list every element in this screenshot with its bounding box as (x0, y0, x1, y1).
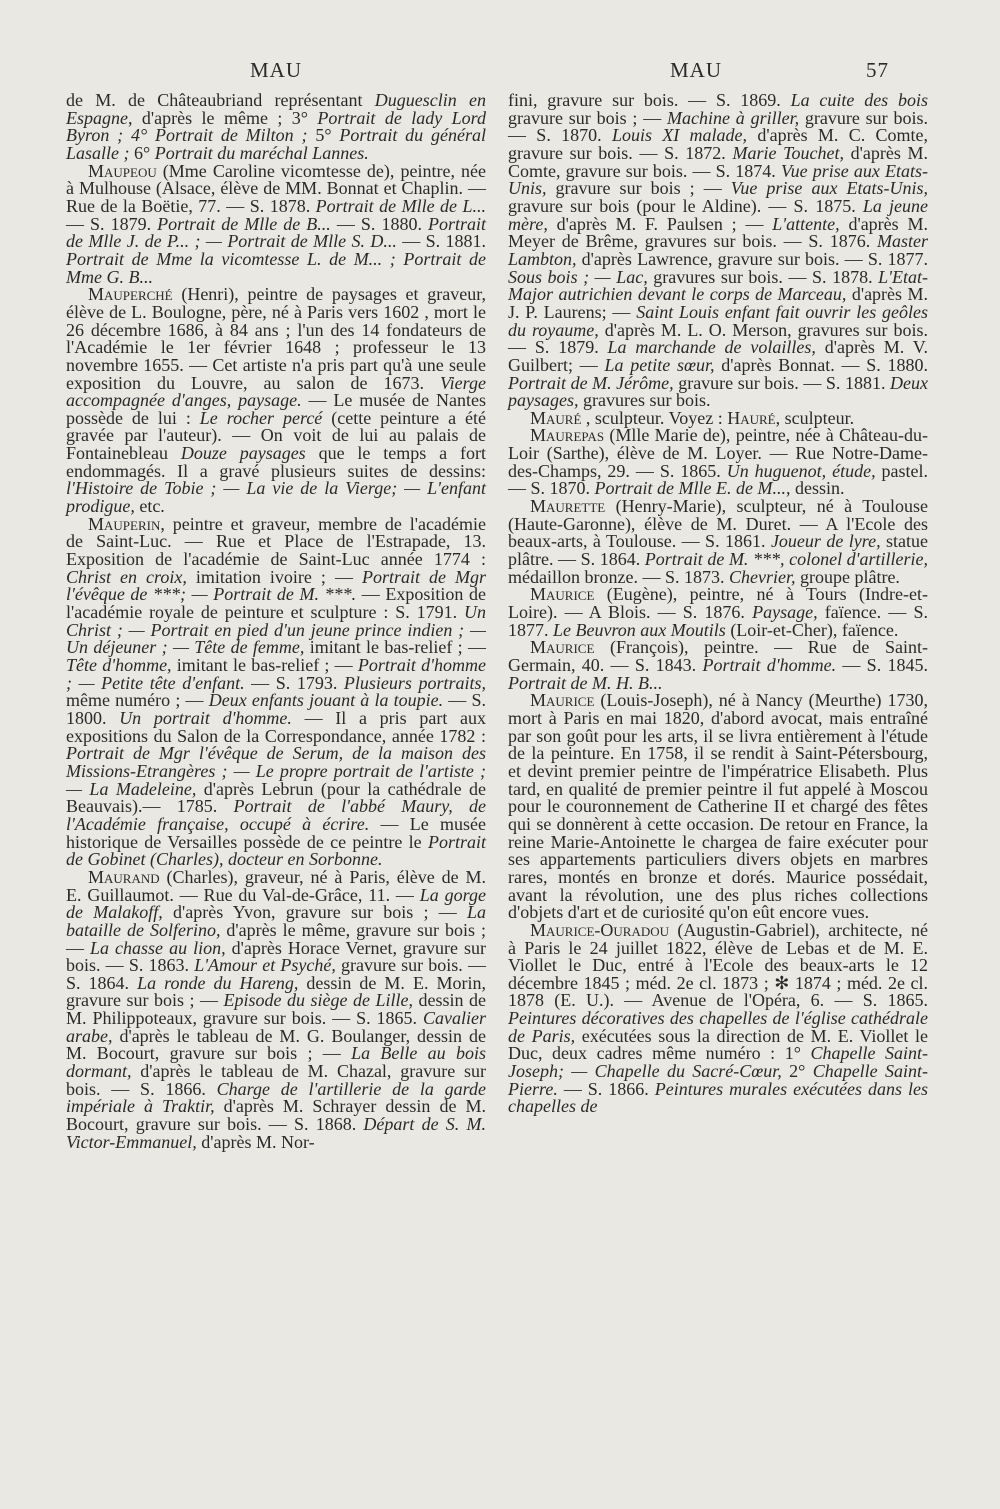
work-title: Deux paysages, (508, 372, 929, 411)
entry-text: — S. 1845. (836, 655, 928, 675)
entry-text: de M. de Châteaubriand représentant (66, 90, 375, 110)
entry-text: dessin. (790, 478, 845, 499)
entry-text: 5° (307, 125, 340, 146)
artist-name: Mauré (530, 407, 582, 428)
entry-text: d'après M. Nor- (196, 1131, 315, 1152)
work-title: Machine à griller, (667, 107, 800, 128)
entry-text: d'après M. V. Guilbert; — (508, 337, 928, 375)
entry-text: , peintre et graveur, membre de l'académie de Saint-Luc. — Rue et Place de l'Estrapade, 13. Exposition de l'académie de Saint-Luc année 1774 : (66, 513, 486, 570)
entry-text: — S. 1881. (396, 231, 487, 252)
entry-text: , sculpteur. (775, 407, 855, 428)
dictionary-entry (508, 427, 928, 498)
entry-text: — S. 1880. (330, 213, 428, 234)
entry-text: 2° (781, 1061, 813, 1082)
work-title: La Belle au bois dormant, (66, 1043, 486, 1082)
entry-text: — Exposition de l'académie royale de peinture et sculpture : S. 1791. (66, 584, 486, 623)
dictionary-entry (66, 286, 486, 516)
entry-text: — S. 1800. (66, 690, 487, 728)
work-title: Portrait de M. ***, colonel d'artillerie, (644, 549, 928, 570)
entry-text: gravure sur bois ; — (546, 178, 731, 199)
work-title: La gorge de Malakoff, (66, 884, 486, 923)
work-title: Vierge accompagnée d'anges, paysage. (66, 372, 486, 411)
work-title: Portrait du général Lasalle ; (66, 125, 486, 163)
work-title: La marchande de volailles, (607, 337, 816, 358)
work-title: Duguesclin en Espagne (66, 90, 486, 128)
entry-text: (Henri), peintre de paysages et graveur, élève de L. Boulogne, père, né à Paris vers 1602 , mort le 26 décembre 1686, à 84 ans ; l'un des 14 fondateurs de l'Académie le 1er février 1648 ; professeur le 13 novembre 1655. — Cet artiste n'a pris part qu'à une seule exposition du Louvre, au salon de 1673. (66, 284, 486, 393)
entry-text: — Il a pris part aux expositions du Salon de la Correspondance, année 1782 : (66, 707, 486, 746)
work-title: Tête d'homme, (66, 655, 172, 675)
entry-text: , d'après le même ; 3° (128, 107, 318, 128)
artist-name: Hauré (727, 407, 776, 428)
work-title: La petite sœur, (604, 354, 715, 375)
dictionary-entry (508, 639, 928, 692)
work-title: Portrait de l'abbé Maury, de l'Académie française, occupé à écrire. (66, 796, 486, 834)
work-title: Portrait de Mlle de B... (157, 213, 331, 234)
entry-text: exécutées sous la direction de M. E. Viollet le Duc, deux cadres même numéro : 1° (508, 1025, 929, 1064)
entry-text: d'après le tableau de M. G. Boulanger, dessin de M. Bocourt, gravure sur bois ; — (66, 1025, 486, 1064)
work-title: Un portrait d'homme. (119, 707, 292, 728)
work-title: L'Etat-Major autrichien devant le corps de Marceau, (508, 266, 928, 305)
entry-text: d'après le même, gravure sur bois ; — (66, 919, 486, 958)
entry-text: médaillon bronze. — S. 1873. (508, 566, 729, 587)
artist-name: Maurice (530, 584, 595, 605)
entry-text: etc. (134, 496, 165, 517)
work-title: Sous bois ; — Lac, (508, 266, 648, 287)
work-title: Chevrier, (728, 566, 796, 587)
entry-text: (Mlle Marie de), peintre, née à Château-du-Loir (Sarthe), élève de M. Loyer. — Rue Notre-Dame-des-Champs, 29. — S. 1865. (508, 425, 928, 481)
entry-text: gravure sur bois ; — (508, 107, 667, 128)
artist-name: Maurand (88, 866, 160, 887)
work-title: Portrait de M. Jérôme, (508, 372, 674, 393)
entry-text: (Augustin-Gabriel), architecte, né à Paris le 24 juillet 1822, élève de Lebas et de M. E. Viollet le Duc, entré à l'Ecole des beaux-arts le 12 décembre 1845 ; méd. 2e cl. 1873 ; ✻ 1874 ; méd. 2e cl. 1878 (E. U.). — Avenue de l'Opéra, 6. — S. 1865. (508, 919, 928, 1011)
work-title: Portrait de Mme la vicomtesse L. de M... ; Portrait de Mme G. B... (66, 248, 486, 287)
work-title: Joueur de lyre, (770, 531, 881, 552)
entry-text: — S. 1879. (66, 213, 158, 234)
entry-text: gravure sur bois. — S. 1881. (673, 372, 891, 393)
entry-text: (Henry-Marie), sculpteur, né à Toulouse (Haute-Garonne), élève de M. Duret. — A l'Ecole des beaux-arts, à Toulouse. — S. 1861. (508, 496, 928, 552)
dictionary-entry (66, 513, 487, 870)
work-title: L'attente, (772, 213, 840, 234)
entry-text: , sculpteur. Voyez : (581, 407, 728, 428)
entry-text: d'après le tableau de M. Chazal, gravure sur bois. — S. 1866. (66, 1061, 486, 1099)
dictionary-entry (66, 160, 487, 287)
work-title: Portrait d'homme ; — Petite tête d'enfant. (66, 655, 486, 693)
work-title: Un Christ ; — Portrait en pied d'un jeune prince indien ; — Un déjeuner ; — Tête de femme, (66, 602, 486, 658)
entry-text: d'après M. Comte, gravure sur bois. — S. 1874. (508, 142, 929, 181)
entry-text: — Le musée historique de Versailles possède de ce peintre le (66, 813, 487, 852)
work-title: La bataille de Solferino, (66, 902, 486, 940)
entry-text: pastel. — S. 1870. (508, 460, 929, 499)
artist-name: Maurette (530, 496, 606, 517)
artist-name: Maurice (530, 637, 595, 658)
entry-text: — S. 1793. (244, 672, 344, 693)
entry-text: gravure sur bois (pour le Aldine). — S. 1875. (508, 195, 863, 216)
entry-text: d'après M. Schrayer dessin de M. Bocourt, gravure sur bois. — S. 1868. (66, 1096, 487, 1135)
entry-text: gravures sur bois. — S. 1878. (647, 266, 879, 287)
entry-text: d'après Horace Vernet, gravure sur bois. — S. 1863. (66, 937, 486, 976)
entry-text: gravures sur bois. (578, 390, 711, 411)
work-title: l'Histoire de Tobie ; — La vie de la Vierge; — L'enfant prodigue, (66, 478, 486, 517)
artist-name: Mauperin (88, 513, 161, 534)
work-title: Chapelle Saint-Joseph; — Chapelle du Sacré-Cœur, (508, 1043, 929, 1082)
entry-text: imitant le bas-relief ; — (171, 655, 358, 675)
work-title: Le Beuvron aux Moutils (553, 619, 726, 640)
entry-text: d'après Bonnat. — S. 1880. (714, 354, 928, 375)
page-number: 57 (866, 58, 889, 82)
work-title: Master Lambton, (508, 231, 928, 269)
artist-name: Maurepas (530, 425, 605, 446)
work-title: Vue prise aux Etats-Unis, (508, 160, 928, 199)
work-title: Cavalier arabe, (66, 1008, 486, 1046)
artist-name: Maupeou (88, 160, 157, 181)
work-title: Le rocher percé (199, 407, 323, 428)
work-title: La chasse au lion, (90, 937, 226, 958)
entry-text: groupe plâtre. (795, 566, 900, 587)
running-header-left: MAU (250, 58, 303, 82)
artist-name: Mauperché (88, 284, 173, 305)
entry-text: imitant le bas-relief ; — (304, 637, 486, 658)
entry-text: statue plâtre. — S. 1864. (508, 531, 928, 570)
work-title: Deux enfants jouant à la toupie. (208, 690, 444, 711)
work-title: Portrait de Mlle de L... (315, 195, 486, 216)
work-title: La cuite des bois (790, 90, 928, 110)
work-title: Portrait de Mgr l'évêque de Serum, de la maison des Missions-Etrangères ; — Le propre portrait de l'artiste ; — La Madeleine, (66, 743, 486, 799)
dictionary-entry (508, 586, 928, 639)
entry-text: — Le musée de Nantes possède de lui : (66, 390, 486, 428)
work-title: Douze paysages (180, 443, 306, 464)
work-title: Portrait de Mlle E. de M..., (594, 478, 791, 499)
work-title: Paysage, (752, 602, 818, 623)
work-title: Portrait de Mlle J. de P... ; — Portrait de Mlle S. D... (66, 213, 487, 252)
entry-text: d'après Lebrun (pour la cathédrale de Beauvais).— 1785. (66, 778, 487, 817)
entry-text: d'après M. C. Comte, gravure sur bois. — S. 1872. (508, 125, 928, 163)
entry-text: (François), peintre. — Rue de Saint-Germain, 40. — S. 1843. (508, 637, 928, 675)
entry-text: (Louis-Joseph), né à Nancy (Meurthe) 1730, mort à Paris en mai 1820, d'abord avocat, mais entraîné par son goût pour les arts, il se livra entièrement à l'étude de la peinture. En 1758, il se rendit à Saint-Pétersbourg, et devint premier peintre de l'impératrice Elisabeth. Plus tard, en qualité de premier peintre il fut appelé à Moscou pour le couronnement de Catherine II et chargé des fêtes qui se donnèrent à cette occasion. De retour en France, la reine Marie-Antoinette le chargea de faire exécuter pour ses appartements particuliers divers objets en marbres rares, montés en bronze et dorés. Maurice possédait, avant la révolution, une des plus riches collections d'objets d'art et de curiosité qu'on eût encore vues. (508, 690, 928, 923)
work-title: Départ de S. M. Victor-Emmanuel, (66, 1114, 486, 1152)
entry-text: (Mme Caroline vicomtesse de), peintre, née à Mulhouse (Alsace, élève de MM. Bonnat et Chaplin. — Rue de la Boëtie, 77. — S. 1878. (66, 160, 486, 216)
entry-text: faïence. — S. 1877. (508, 602, 929, 640)
work-title: L'Amour et Psyché, (194, 955, 336, 976)
work-title: Portrait de Gobinet (Charles), docteur en Sorbonne. (66, 831, 486, 870)
work-title: Charge de l'artillerie de la garde impériale à Traktir, (66, 1078, 486, 1117)
entry-text: d'après M. J. P. Laurens; — (508, 284, 928, 322)
dictionary-entry (508, 498, 928, 586)
work-title: Portrait de lady Lord Byron ; 4° Portrait de Milton ; (66, 107, 486, 146)
left-column (66, 92, 486, 1151)
work-title: Vue prise aux Etats-Unis, (730, 178, 928, 199)
work-title: Un huguenot, étude, (726, 460, 876, 481)
entry-continuation (66, 92, 486, 163)
artist-name: Maurice (530, 690, 595, 711)
entry-text: gravure sur bois. — S. 1870. (508, 107, 928, 146)
entry-text: (Eugène), peintre, né à Tours (Indre-et-Loire). — A Blois. — S. 1876. (508, 584, 928, 623)
entry-text: d'après M. L. O. Merson, gravures sur bois. — S. 1879. (508, 319, 928, 358)
entry-text: d'après M. Meyer de Brême, gravures sur bois. — S. 1876. (508, 213, 928, 252)
entry-text: d'après M. F. Paulsen ; — (547, 213, 773, 234)
work-title: Portrait de Mgr l'évêque de ***; — Portrait de M. ***. (66, 566, 487, 605)
right-column (508, 92, 928, 1116)
work-title: Episode du siège de Lille, (223, 990, 413, 1011)
work-title: Chapelle Saint-Pierre. (508, 1061, 929, 1099)
entry-text: (Loir-et-Cher), faïence. (725, 619, 899, 640)
entry-text: gravure sur bois. — S. 1864. (66, 955, 486, 993)
work-title: Plusieurs portraits, (343, 672, 486, 693)
artist-name: Maurice-Ouradou (530, 919, 669, 940)
work-title: Peintures décoratives des chapelles de l'église cathédrale de Paris, (508, 1008, 928, 1046)
entry-text: que le temps a fort endommagés. Il a gravé plusieurs suites de dessins: (66, 443, 486, 481)
entry-text: même numéro ; — (66, 690, 209, 711)
work-title: Portrait de M. H. B... (508, 672, 663, 693)
work-title: Christ en croix, (66, 566, 187, 587)
entry-text: (cette peinture a été gravée par l'auteur). — On voit de lui au palais de Fontainebleau (66, 407, 487, 464)
work-title: Peintures murales exécutées dans les chapelles de (508, 1078, 928, 1117)
work-title: Portrait du maréchal Lannes. (154, 142, 369, 163)
entry-text: 6° (129, 142, 155, 163)
work-title: La ronde du Hareng, (137, 972, 299, 993)
entry-text: imitation ivoire ; — (186, 566, 362, 587)
dictionary-entry (508, 692, 928, 922)
entry-text: — S. 1866. (557, 1078, 655, 1099)
work-title: Louis XI malade, (611, 125, 748, 146)
work-title: Portrait d'homme. (702, 655, 837, 675)
entry-text: dessin de M. Philippoteaux, gravure sur bois. — S. 1865. (66, 990, 486, 1029)
entry-text: fini, gravure sur bois. — S. 1869. (508, 90, 791, 110)
work-title: Saint Louis enfant fait ouvrir les geôles du royaume, (508, 301, 928, 340)
entry-continuation (508, 92, 928, 410)
entry-text: d'après Lawrence, gravure sur bois. — S. 1877. (576, 248, 928, 269)
entry-text: d'après Yvon, gravure sur bois ; — (162, 902, 467, 923)
entry-text: (Charles), graveur, né à Paris, élève de M. E. Guillaumot. — Rue du Val-de-Grâce, 11. — (66, 866, 486, 905)
entry-text: dessin de M. E. Morin, gravure sur bois ; — (66, 972, 486, 1011)
running-header-right: MAU (670, 58, 723, 82)
work-title: La jeune mère, (508, 195, 929, 234)
dictionary-entry (508, 919, 929, 1117)
work-title: Marie Touchet, (732, 142, 844, 163)
dictionary-entry (66, 866, 487, 1152)
